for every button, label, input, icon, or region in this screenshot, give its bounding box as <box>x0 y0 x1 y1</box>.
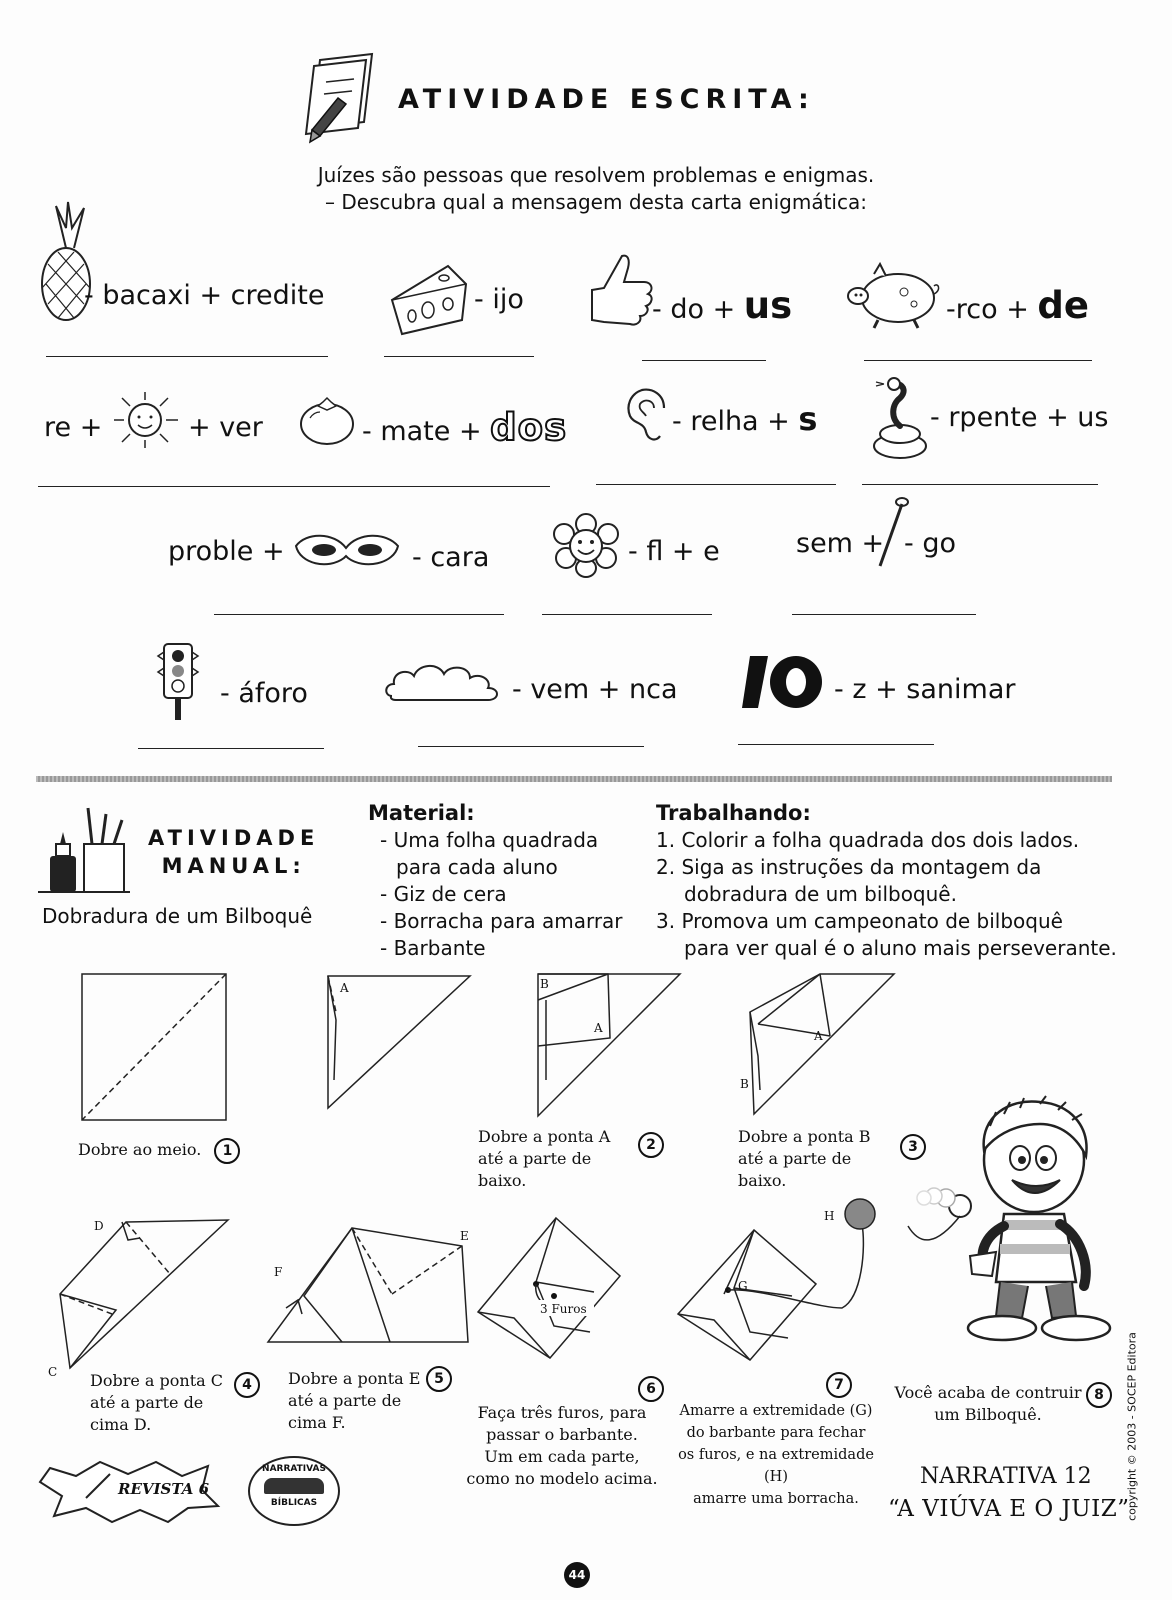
answer-line-2 <box>384 356 534 357</box>
answer-line-1 <box>46 356 328 357</box>
answer-line-4 <box>864 360 1092 361</box>
step-5-line-1: Dobre a ponta E <box>288 1369 421 1388</box>
step-6-line-4: como no modelo acima. <box>466 1469 658 1488</box>
rebus-nail-pre: sem + <box>796 528 885 559</box>
material-item-2: - Giz de cera <box>380 882 507 906</box>
step-2-diagram <box>322 972 474 1112</box>
step-4-number: 4 <box>234 1372 260 1398</box>
manual-title-line-2: MANUAL: <box>161 854 306 878</box>
step-2-line-2: até a parte de <box>478 1149 592 1168</box>
art-supplies-icon <box>36 800 132 896</box>
step-6-diagram <box>474 1214 624 1364</box>
page-number: 44 <box>564 1562 590 1588</box>
tomato-icon <box>298 396 356 446</box>
step-7-line-1: Amarre a extremidade (G) <box>679 1403 873 1419</box>
thumbs-up-icon <box>584 250 656 330</box>
answer-line-12 <box>418 746 644 747</box>
snake-icon <box>870 378 932 464</box>
ear-icon <box>624 386 676 444</box>
step-4-prefold-label-a: A <box>814 1029 823 1043</box>
sun-icon <box>106 388 184 452</box>
rebus-nail-post: - go <box>904 528 956 559</box>
step-7-caption <box>664 1400 888 1510</box>
material-item-4: - Barbante <box>380 936 486 960</box>
step-3-line-1: Dobre a ponta B <box>738 1127 871 1146</box>
intro-text <box>240 162 952 216</box>
rebus-cheese: - ijo <box>474 284 524 315</box>
step-4-prefold-diagram <box>740 972 900 1122</box>
step-6-line-1: Faça três furos, para <box>477 1403 647 1422</box>
rebus-tomato-outline: dos <box>490 406 568 449</box>
narrativa-number: NARRATIVA 12 <box>920 1464 1092 1489</box>
step-6-line-2: passar o barbante. <box>486 1425 638 1444</box>
material-item-1: - Uma folha quadrada <box>380 828 599 852</box>
step-3-diagram <box>534 970 684 1120</box>
number-ten-icon <box>740 652 824 712</box>
step-7-label-g: G <box>738 1279 748 1293</box>
step-4-prefold-label-b: B <box>740 1077 749 1091</box>
rebus-sun-post: + ver <box>188 412 263 443</box>
seal-bottom-text: BÍBLICAS <box>270 1498 318 1508</box>
rebus-pig <box>946 284 1089 327</box>
material-item-1-cont: para cada aluno <box>396 855 558 879</box>
step-4-line-3: cima D. <box>90 1415 152 1434</box>
rebus-cloud: - vem + nca <box>512 674 678 705</box>
step-3-line-3: baixo. <box>738 1171 787 1190</box>
step-5-line-3: cima F. <box>288 1413 346 1432</box>
pig-icon <box>844 262 942 330</box>
step-7-line-4: amarre uma borracha. <box>693 1491 859 1507</box>
step-7-number: 7 <box>826 1372 852 1398</box>
answer-line-10 <box>792 614 976 615</box>
traffic-light-icon <box>156 642 200 722</box>
working-step-3-cont: para ver qual é o aluno mais perseverante. <box>684 936 1117 960</box>
step-4-label-d: D <box>94 1219 104 1233</box>
step-4-label-c: C <box>48 1365 58 1379</box>
rebus-ear-bold: s <box>798 400 818 438</box>
step-2-line-1: Dobre a ponta A <box>478 1127 611 1146</box>
rebus-thumb <box>652 284 792 327</box>
answer-line-13 <box>738 744 934 745</box>
mask-icon <box>290 526 404 574</box>
working-step-1: 1. Colorir a folha quadrada dos dois lados. <box>656 828 1080 852</box>
step-1-text: Dobre ao meio. <box>78 1140 202 1159</box>
rebus-ear <box>672 400 817 438</box>
step-6-caption <box>460 1402 664 1490</box>
step-2-line-3: baixo. <box>478 1171 527 1190</box>
working-step-2-cont: dobradura de um bilboquê. <box>684 882 957 906</box>
step-8-caption <box>890 1382 1086 1426</box>
copyright-text: copyright © 2003 - SOCEP Editora <box>1125 1332 1139 1521</box>
rebus-mask-pre: proble + <box>168 536 285 567</box>
step-3-caption <box>738 1126 871 1192</box>
step-7-diagram <box>676 1198 896 1368</box>
boy-with-bilboquet-illustration <box>900 1096 1120 1348</box>
step-3-label-b: B <box>540 977 549 991</box>
answer-line-6 <box>596 484 836 485</box>
material-item-3: - Borracha para amarrar <box>380 909 623 933</box>
answer-line-3 <box>642 360 766 361</box>
manual-title-line-1: ATIVIDADE <box>148 826 320 850</box>
rebus-tomato-text: - mate + <box>362 416 482 447</box>
step-8-line-1: Você acaba de contruir <box>894 1383 1082 1402</box>
answer-line-11 <box>138 748 324 749</box>
step-3-line-2: até a parte de <box>738 1149 852 1168</box>
revista-label: REVISTA 6 <box>118 1480 210 1498</box>
answer-line-7 <box>862 484 1098 485</box>
rebus-mask-post: - cara <box>412 542 490 573</box>
step-7-line-3: os furos, e na extremidade (H) <box>678 1447 874 1485</box>
rebus-pig-bold: de <box>1037 284 1090 327</box>
answer-line-9 <box>542 614 712 615</box>
working-step-3: 3. Promova um campeonato de bilboquê <box>656 909 1063 933</box>
rebus-pig-text: -rco + <box>946 294 1029 325</box>
material-heading: Material: <box>368 801 475 825</box>
step-7-line-2: do barbante para fechar <box>686 1425 866 1441</box>
story-title: “A VIÚVA E O JUIZ” <box>888 1496 1130 1522</box>
step-1-caption <box>78 1138 240 1164</box>
section-divider <box>36 776 1112 782</box>
step-5-caption <box>288 1368 420 1434</box>
rebus-ten: - z + sanimar <box>834 674 1016 705</box>
step-2-number: 2 <box>638 1132 664 1158</box>
step-3-number: 3 <box>900 1134 926 1160</box>
step-5-line-2: até a parte de <box>288 1391 402 1410</box>
step-4-line-2: até a parte de <box>90 1393 204 1412</box>
rebus-thumb-bold: us <box>743 284 793 327</box>
narrativas-seal <box>248 1456 340 1526</box>
step-2-label-a: A <box>340 981 349 995</box>
answer-line-8 <box>214 614 504 615</box>
step-6-line-3: Um em cada parte, <box>484 1447 640 1466</box>
material-section <box>368 800 623 962</box>
pencil-paper-icon <box>298 52 378 144</box>
step-8-line-2: um Bilboquê. <box>934 1405 1042 1424</box>
flower-icon <box>544 512 628 578</box>
rebus-snake: - rpente + us <box>930 402 1109 433</box>
step-1-number: 1 <box>214 1138 240 1164</box>
step-6-number: 6 <box>638 1376 664 1402</box>
intro-line-1: Juízes são pessoas que resolvem problemas e enigmas. <box>317 163 875 187</box>
step-4-line-1: Dobre a ponta C <box>90 1371 224 1390</box>
step-3-label-a: A <box>594 1021 603 1035</box>
rebus-thumb-text: - do + <box>652 294 736 325</box>
page-title: ATIVIDADE ESCRITA: <box>398 84 815 115</box>
rebus-flower: - fl + e <box>628 536 720 567</box>
seal-top-text: NARRATIVAS <box>262 1464 326 1474</box>
step-6-label-holes: 3 Furos <box>540 1302 587 1316</box>
rebus-sun-pre: re + <box>44 412 103 443</box>
step-5-number: 5 <box>426 1366 452 1392</box>
step-5-diagram <box>264 1224 476 1354</box>
step-8-number: 8 <box>1086 1382 1112 1408</box>
rebus-tomato <box>362 406 567 449</box>
answer-line-5 <box>38 486 550 487</box>
rebus-ear-text: - relha + <box>672 406 790 437</box>
manual-title <box>148 824 319 880</box>
step-4-caption <box>90 1370 223 1436</box>
working-heading: Trabalhando: <box>656 801 811 825</box>
step-7-label-h: H <box>824 1209 835 1223</box>
working-section <box>656 800 1117 962</box>
rebus-traffic: - áforo <box>220 678 308 709</box>
step-2-caption <box>478 1126 610 1192</box>
step-4-diagram <box>48 1218 228 1378</box>
rebus-pineapple: - bacaxi + credite <box>84 280 325 311</box>
cloud-icon <box>382 660 506 706</box>
cheese-icon <box>388 260 468 338</box>
intro-line-2: – Descubra qual a mensagem desta carta enigmática: <box>325 190 867 214</box>
step-5-label-e: E <box>460 1229 469 1243</box>
manual-subtitle: Dobradura de um Bilboquê <box>42 904 313 928</box>
working-step-2: 2. Siga as instruções da montagem da <box>656 855 1042 879</box>
seal-silhouettes <box>264 1478 324 1494</box>
step-5-label-f: F <box>274 1265 283 1279</box>
step-1-diagram <box>80 972 230 1122</box>
